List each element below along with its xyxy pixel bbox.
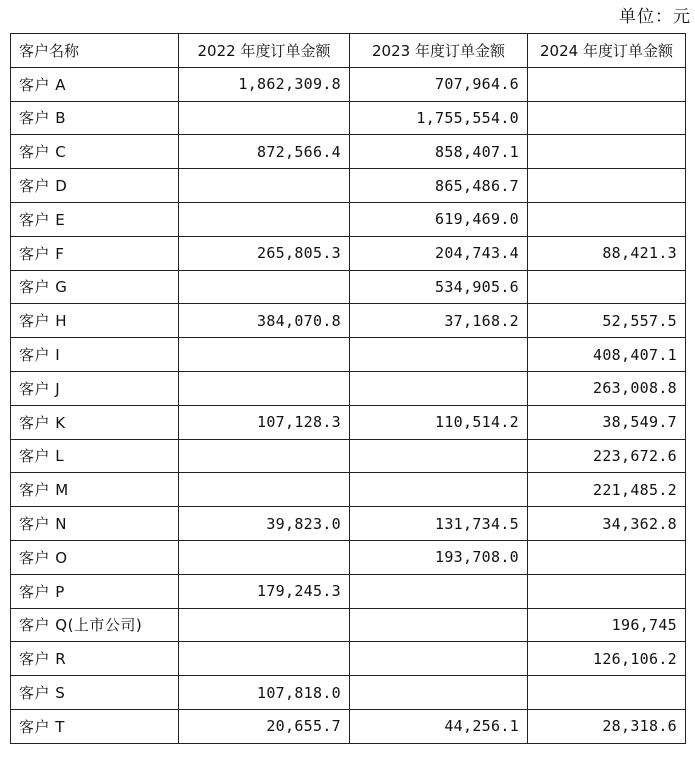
table-row (11, 439, 686, 473)
cell-2023-amount: 1,755,554.0 (350, 101, 528, 135)
cell-2022-amount (179, 642, 350, 676)
cell-customer-name: 客户 L (11, 439, 179, 473)
cell-2023-amount: 204,743.4 (350, 236, 528, 270)
cell-2022-amount: 107,128.3 (179, 405, 350, 439)
cell-2023-amount: 110,514.2 (350, 405, 528, 439)
table-row (11, 473, 686, 507)
cell-2024-amount (528, 202, 686, 236)
cell-2024-amount (528, 676, 686, 710)
cell-2023-amount (350, 608, 528, 642)
cell-2023-amount: 858,407.1 (350, 135, 528, 169)
table-header (11, 34, 686, 68)
cell-customer-name: 客户 C (11, 135, 179, 169)
table-row (11, 67, 686, 101)
cell-2024-amount (528, 540, 686, 574)
cell-2022-amount (179, 202, 350, 236)
cell-2024-amount: 408,407.1 (528, 338, 686, 372)
unit-label: 单位：元 (619, 7, 691, 27)
cell-2024-amount (528, 67, 686, 101)
cell-2023-amount (350, 439, 528, 473)
table-row (11, 202, 686, 236)
cell-2024-amount: 223,672.6 (528, 439, 686, 473)
cell-customer-name: 客户 J (11, 371, 179, 405)
header-row (11, 34, 686, 68)
cell-2024-amount: 88,421.3 (528, 236, 686, 270)
cell-2024-amount: 196,745 (528, 608, 686, 642)
cell-2022-amount (179, 270, 350, 304)
cell-2023-amount: 193,708.0 (350, 540, 528, 574)
cell-customer-name: 客户 H (11, 304, 179, 338)
cell-2023-amount (350, 574, 528, 608)
cell-2022-amount (179, 608, 350, 642)
table-row (11, 642, 686, 676)
cell-2022-amount: 872,566.4 (179, 135, 350, 169)
table-row (11, 236, 686, 270)
header-customer-name: 客户名称 (11, 34, 179, 68)
table-row (11, 135, 686, 169)
cell-2022-amount: 107,818.0 (179, 676, 350, 710)
cell-2023-amount: 131,734.5 (350, 507, 528, 541)
cell-2022-amount (179, 169, 350, 203)
cell-2024-amount: 38,549.7 (528, 405, 686, 439)
cell-2024-amount (528, 270, 686, 304)
cell-2023-amount: 44,256.1 (350, 709, 528, 743)
cell-customer-name: 客户 M (11, 473, 179, 507)
cell-customer-name: 客户 O (11, 540, 179, 574)
customer-orders-table (10, 33, 686, 744)
cell-customer-name: 客户 T (11, 709, 179, 743)
cell-customer-name: 客户 G (11, 270, 179, 304)
table-row (11, 169, 686, 203)
table-row (11, 338, 686, 372)
cell-customer-name: 客户 I (11, 338, 179, 372)
cell-customer-name: 客户 A (11, 67, 179, 101)
header-2023-order-amount: 2023 年度订单金额 (350, 34, 528, 68)
cell-2023-amount (350, 473, 528, 507)
cell-2023-amount: 37,168.2 (350, 304, 528, 338)
cell-2023-amount: 865,486.7 (350, 169, 528, 203)
cell-2023-amount: 707,964.6 (350, 67, 528, 101)
cell-2023-amount: 619,469.0 (350, 202, 528, 236)
table-row (11, 709, 686, 743)
table-row (11, 371, 686, 405)
table-row (11, 676, 686, 710)
cell-2024-amount (528, 101, 686, 135)
cell-2022-amount: 265,805.3 (179, 236, 350, 270)
table-row (11, 507, 686, 541)
cell-2022-amount: 39,823.0 (179, 507, 350, 541)
cell-customer-name: 客户 R (11, 642, 179, 676)
cell-customer-name: 客户 K (11, 405, 179, 439)
cell-2023-amount (350, 642, 528, 676)
header-2024-order-amount: 2024 年度订单金额 (528, 34, 686, 68)
cell-customer-name: 客户 N (11, 507, 179, 541)
table-row (11, 101, 686, 135)
cell-2022-amount (179, 540, 350, 574)
cell-2024-amount: 126,106.2 (528, 642, 686, 676)
cell-2022-amount (179, 371, 350, 405)
header-2022-order-amount: 2022 年度订单金额 (179, 34, 350, 68)
cell-customer-name: 客户 F (11, 236, 179, 270)
cell-2024-amount: 221,485.2 (528, 473, 686, 507)
cell-2022-amount: 179,245.3 (179, 574, 350, 608)
cell-2023-amount (350, 371, 528, 405)
table-row (11, 270, 686, 304)
cell-customer-name: 客户 S (11, 676, 179, 710)
cell-2024-amount: 34,362.8 (528, 507, 686, 541)
cell-2024-amount (528, 135, 686, 169)
cell-2023-amount (350, 338, 528, 372)
cell-customer-name: 客户 Q(上市公司) (11, 608, 179, 642)
cell-2022-amount (179, 338, 350, 372)
table-row (11, 608, 686, 642)
cell-2024-amount (528, 169, 686, 203)
cell-2024-amount: 263,008.8 (528, 371, 686, 405)
cell-2022-amount: 20,655.7 (179, 709, 350, 743)
cell-2023-amount (350, 676, 528, 710)
cell-2024-amount: 52,557.5 (528, 304, 686, 338)
table-row (11, 405, 686, 439)
cell-2022-amount (179, 473, 350, 507)
table-row (11, 574, 686, 608)
cell-2022-amount: 384,070.8 (179, 304, 350, 338)
table-row (11, 540, 686, 574)
cell-customer-name: 客户 B (11, 101, 179, 135)
cell-2024-amount: 28,318.6 (528, 709, 686, 743)
cell-2022-amount: 1,862,309.8 (179, 67, 350, 101)
cell-customer-name: 客户 P (11, 574, 179, 608)
cell-2024-amount (528, 574, 686, 608)
cell-customer-name: 客户 D (11, 169, 179, 203)
table-row (11, 304, 686, 338)
cell-2022-amount (179, 439, 350, 473)
table-body (11, 67, 686, 743)
cell-customer-name: 客户 E (11, 202, 179, 236)
cell-2023-amount: 534,905.6 (350, 270, 528, 304)
cell-2022-amount (179, 101, 350, 135)
